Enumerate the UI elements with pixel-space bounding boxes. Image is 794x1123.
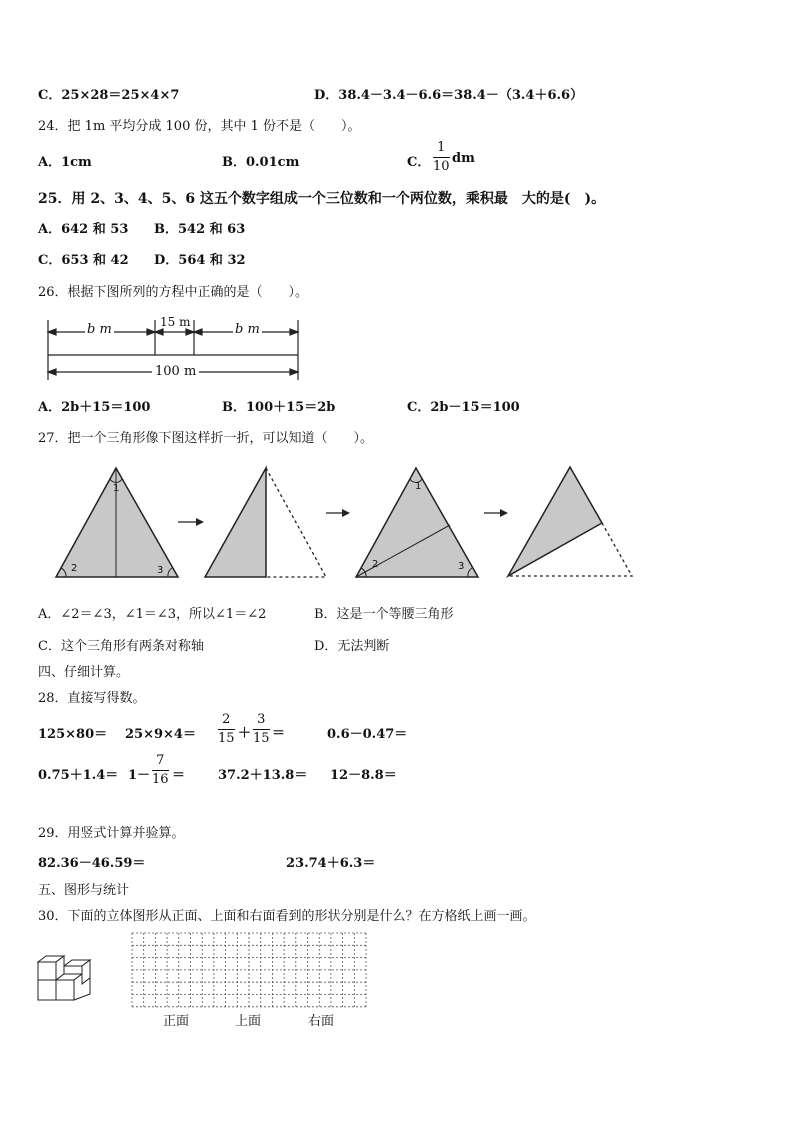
grid-label-top: 上面 [235,1014,262,1029]
q28-expr-3-fraction-2 [253,712,270,747]
q28-expr-5: 0.75＋1.4＝ [38,768,119,783]
q28-expr-7: 37.2＋13.8＝ [218,768,308,783]
q26-option-b: B．100＋15＝2b [222,400,336,415]
fraction-bar [218,729,235,730]
segment-label-b-left: b m [87,322,112,337]
q25-option-a: A．642 和 53 [38,222,129,237]
q26-option-a: A．2b＋15＝100 [38,400,151,415]
q28-stem: 28．直接写得数。 [38,691,146,706]
section-5-heading: 五、图形与统计 [38,883,130,898]
fraction-bar [253,729,270,730]
q23-option-d: D．38.4－3.4－6.6＝38.4－（3.4＋6.6） [314,88,584,103]
q24-option-c-unit: dm [452,151,475,166]
fraction-bar [433,157,450,158]
segment-label-15m: 15 m [160,315,191,329]
triangle1-angle-2: 2 [71,563,78,574]
q25-option-d: D．564 和 32 [154,253,246,268]
fraction-denominator: 10 [433,159,450,174]
q28-expr-2: 25×9×4＝ [125,727,196,742]
triangle1-angle-3: 3 [157,565,164,576]
q28-expr-6-fraction [152,753,169,788]
triangle3-angle-1: 1 [415,481,422,492]
segment-label-total: 100 m [152,364,199,379]
q29-expr-1: 82.36－46.59＝ [38,856,146,871]
q24-option-b: B．0.01cm [222,155,300,170]
fraction-numerator: 2 [222,712,231,727]
fraction-numerator: 1 [437,140,446,155]
section-4-heading: 四、仔细计算。 [38,665,130,680]
q27-stem: 27．把一个三角形像下图这样折一折，可以知道（ ）。 [38,431,374,446]
q28-expr-6-equals: ＝ [172,768,186,783]
fraction-numerator: 7 [156,753,165,768]
q26-option-c: C．2b－15＝100 [407,400,520,415]
q27-option-c: C．这个三角形有两条对称轴 [38,639,204,654]
q28-expr-6-prefix: 1－ [128,768,151,783]
q28-expr-4: 0.6－0.47＝ [327,727,408,742]
q28-expr-3-equals: ＝ [272,726,286,741]
q25-option-b: B．542 和 63 [154,222,246,237]
q26-stem: 26．根据下图所列的方程中正确的是（ ）。 [38,285,309,300]
q24-option-c-prefix: C． [407,155,431,170]
q29-expr-2: 23.74＋6.3＝ [286,856,376,871]
q24-option-c-fraction [433,140,450,175]
q25-stem: 25．用 2、3、4、5、6 这五个数字组成一个三位数和一个两位数，乘积最 大的是( )。 [38,191,606,207]
q25-option-c: C．653 和 42 [38,253,129,268]
q28-expr-8: 12－8.8＝ [330,768,397,783]
q28-expr-3-plus: ＋ [238,726,252,741]
grid-paper[interactable] [131,932,371,1008]
triangle3-angle-2: 2 [372,559,379,570]
triangle3-angle-3: 3 [458,561,465,572]
q27-option-b: B．这是一个等腰三角形 [314,607,454,622]
q28-expr-3-fraction-1 [218,712,235,747]
q27-option-a: A．∠2＝∠3，∠1＝∠3，所以∠1＝∠2 [38,607,267,622]
fraction-numerator: 3 [257,712,266,727]
q30-stem: 30．下面的立体图形从正面、上面和右面看到的形状分别是什么？在方格纸上画一画。 [38,909,536,924]
q24-stem: 24．把 1m 平均分成 100 份，其中 1 份不是（ ）。 [38,119,361,134]
fraction-denominator: 15 [218,731,235,746]
grid-label-front: 正面 [163,1014,190,1029]
segment-label-b-right: b m [235,322,260,337]
triangle1-angle-1: 1 [113,483,120,494]
fraction-denominator: 15 [253,731,270,746]
grid-label-right: 右面 [308,1014,335,1029]
q28-expr-1: 125×80＝ [38,727,108,742]
triangle-folding-drawing [50,462,650,592]
cube-stack-figure [36,956,96,1006]
fraction-bar [152,770,169,771]
q27-option-d: D．无法判断 [314,639,390,654]
q29-stem: 29．用竖式计算并验算。 [38,826,185,841]
fraction-denominator: 16 [152,772,169,787]
q23-option-c: C．25×28＝25×4×7 [38,88,180,103]
q24-option-a: A．1cm [38,155,92,170]
